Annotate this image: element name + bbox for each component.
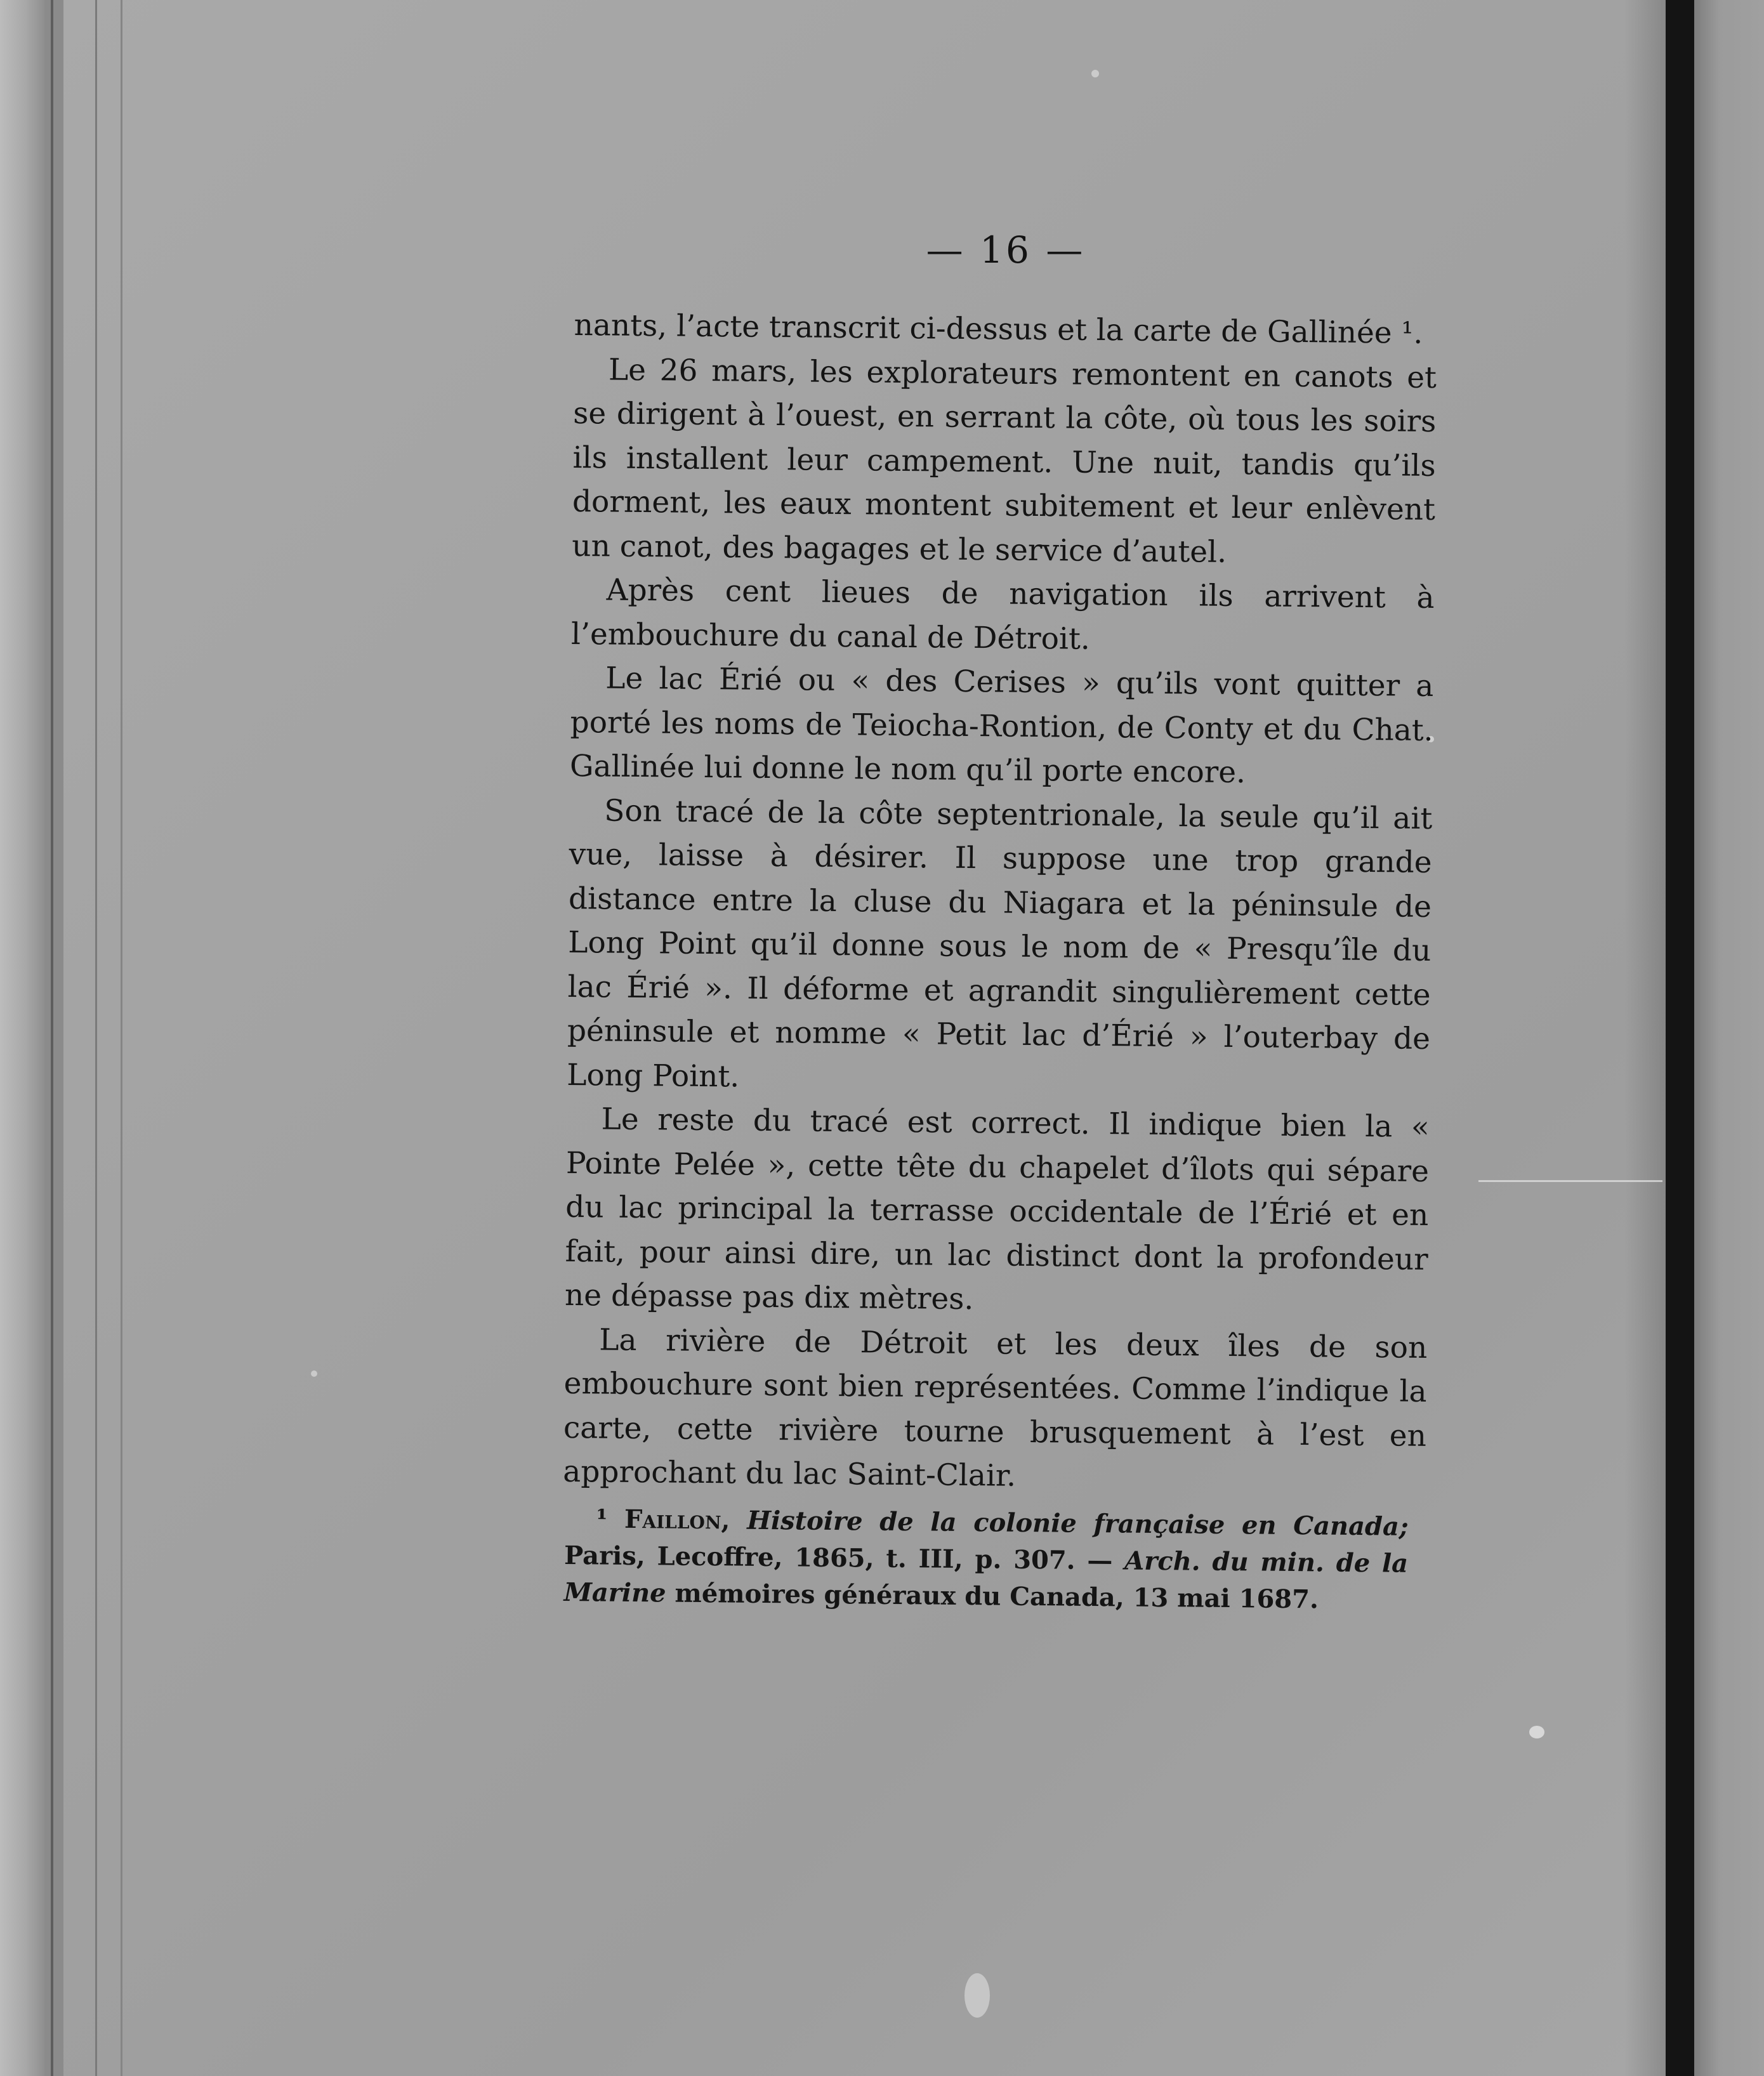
page-edge-line-2 [121,0,122,2076]
film-scratch [1478,1180,1662,1182]
left-film-edge [0,0,44,2076]
page-number: — 16 — [926,228,1086,272]
footnote-author: Faillon [624,1504,721,1535]
footnote-marker: ¹ [596,1504,608,1534]
footnote-title: Histoire de la colonie française en Canada; [746,1505,1409,1542]
film-speck [1091,70,1099,77]
left-frame-line [51,0,53,2076]
right-page-shadow [1624,0,1666,2076]
footnote [563,1501,1409,1619]
footnote-publisher: Paris, Lecoffre, 1865, t. III, p. 307. — [563,1540,1125,1576]
right-film-bar [1666,0,1694,2076]
page-edge-line-1 [95,0,97,2076]
paragraph: Après cent lieues de navigation ils arrivent à l’embouchure du canal de Détroit. [570,572,1435,657]
paragraph: Le lac Érié ou « des Cerises » qu’ils vont quitter a porté les noms de Teiocha-Rontion, de Conty et du Chat. Gallinée lui donne le nom qu’il porte encore. [569,660,1434,791]
film-speck [1529,1726,1544,1738]
paragraph: nants, l’acte transcrit ci-dessus et la carte de Gallinée ¹. [574,307,1423,351]
paragraph: Le 26 mars, les explorateurs remontent en canots et se dirigent à l’ouest, en serrant la côte, où tous les soirs ils installent leur campement. Une nuit, tandis qu’ils dorment, les eaux montent subitement et leur enlèvent un canot, des bagages et le service d’autel. [572,352,1437,570]
body-text [563,303,1437,1502]
film-speck [311,1370,317,1377]
paragraph: La rivière de Détroit et les deux îles de son embouchure sont bien représentées. Comme l’indique la carte, cette rivière tourne brusquement à l’est en approchant du lac Saint-Clair. [563,1322,1428,1494]
paragraph: Le reste du tracé est correct. Il indique bien la « Pointe Pelée », cette tête du chapelet d’îlots qui sépare du lac principal la terrasse occidentale de l’Érié et en fait, pour ainsi dire, un lac distinct dont la profondeur ne dépasse pas dix mètres. [564,1101,1430,1317]
paragraph: Son tracé de la côte septentrionale, la seule qu’il ait vue, laisse à désirer. Il suppose une trop grande distance entre la cluse du Niagara et la péninsule de Long Point qu’il donne sous le nom de « Presqu’île du lac Érié ». Il déforme et agrandit singulièrement cette péninsule et nomme « Petit lac d’Érié » l’outerbay de Long Point. [567,792,1433,1094]
footnote-separator: , [721,1505,747,1535]
footnote-rest: mémoires généraux du Canada, 13 mai 1687. [666,1578,1319,1615]
right-film-margin [1694,0,1764,2076]
film-speck [964,1973,990,2018]
footnote-archive: Arch. du min. de la Marine [563,1546,1409,1608]
